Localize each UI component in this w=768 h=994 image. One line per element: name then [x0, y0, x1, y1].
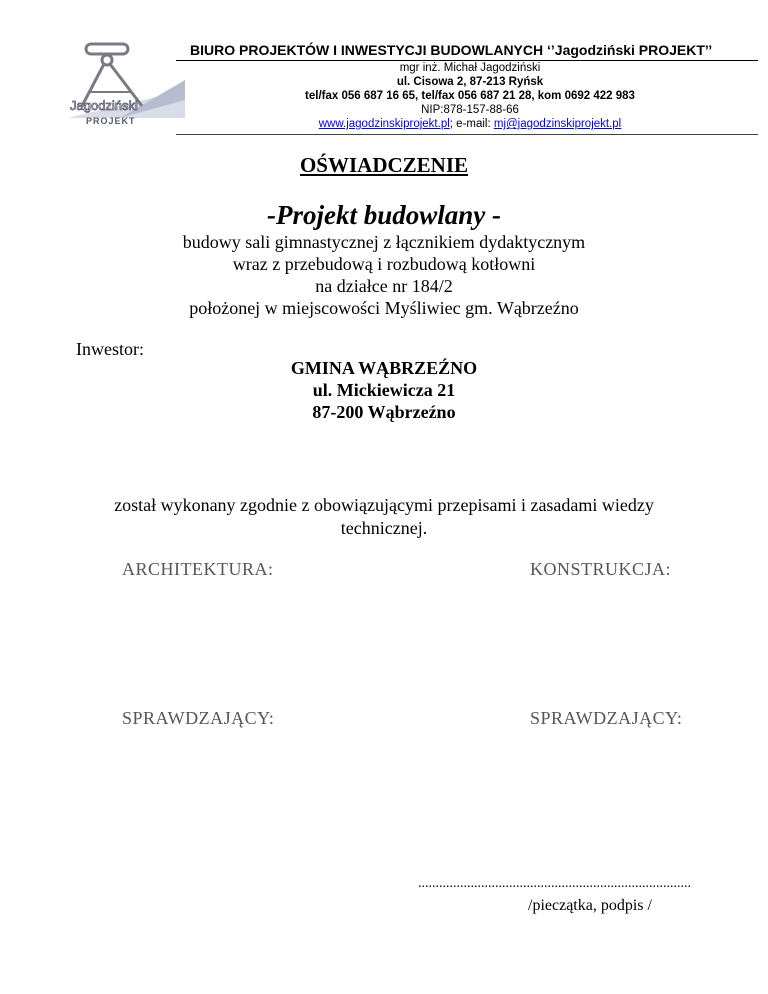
construction-label: KONSTRUKCJA: — [530, 559, 672, 579]
company-phones: tel/fax 056 687 16 65, tel/fax 056 687 21 28, kom 0692 422 983 — [305, 90, 635, 102]
compass-logo-icon — [60, 40, 190, 130]
company-address: ul. Cisowa 2, 87-213 Ryńsk — [396, 76, 544, 88]
header-bottom-divider — [176, 134, 758, 135]
description-line: budowy sali gimnastycznej z łącznikiem dydaktycznym — [182, 232, 586, 252]
logo-text-line2: PROJEKT — [86, 116, 136, 126]
document-title: OŚWIADCZENIE — [299, 153, 469, 177]
description-line: położonej w miejscowości Myśliwiec gm. Wąbrzeźno — [189, 298, 579, 318]
statement-line: technicznej. — [340, 518, 428, 538]
stamp-signature-label: /pieczątka, podpis / — [528, 897, 652, 914]
email-link[interactable]: mj@jagodzinskiprojekt.pl — [493, 118, 622, 130]
logo-text-line1: Jagodziński — [70, 98, 138, 113]
email-label: ; e-mail: — [449, 118, 494, 130]
statement-line: został wykonany zgodnie z obowiązującymi przepisami i zasadami wiedzy — [114, 495, 654, 515]
company-nip: NIP:878-157-88-66 — [421, 104, 519, 116]
architecture-label: ARCHITEKTURA: — [122, 559, 274, 579]
investor-city: 87-200 Wąbrzeźno — [312, 402, 456, 422]
signature-line: .............................................................................. — [418, 876, 691, 891]
company-logo — [60, 40, 190, 130]
company-name: BIURO PROJEKTÓW I INWESTYCJI BUDOWLANYCH ‘’Jagodziński PROJEKT’’ — [190, 42, 713, 58]
description-line: na działce nr 184/2 — [315, 276, 453, 296]
document-subtitle: -Projekt budowlany - — [267, 200, 501, 230]
website-link[interactable]: www.jagodzinskiprojekt.pl — [318, 118, 450, 130]
contact-line — [220, 118, 720, 130]
investor-street: ul. Mickiewicza 21 — [312, 380, 456, 400]
investor-label: Inwestor: — [76, 339, 144, 359]
investor-name: GMINA WĄBRZEŹNO — [290, 358, 478, 378]
owner-name: mgr inż. Michał Jagodziński — [399, 62, 541, 74]
checker-label-left: SPRAWDZAJĄCY: — [122, 708, 275, 728]
header-divider — [176, 60, 758, 61]
description-line: wraz z przebudową i rozbudową kotłowni — [232, 254, 536, 274]
checker-label-right: SPRAWDZAJĄCY: — [530, 708, 683, 728]
